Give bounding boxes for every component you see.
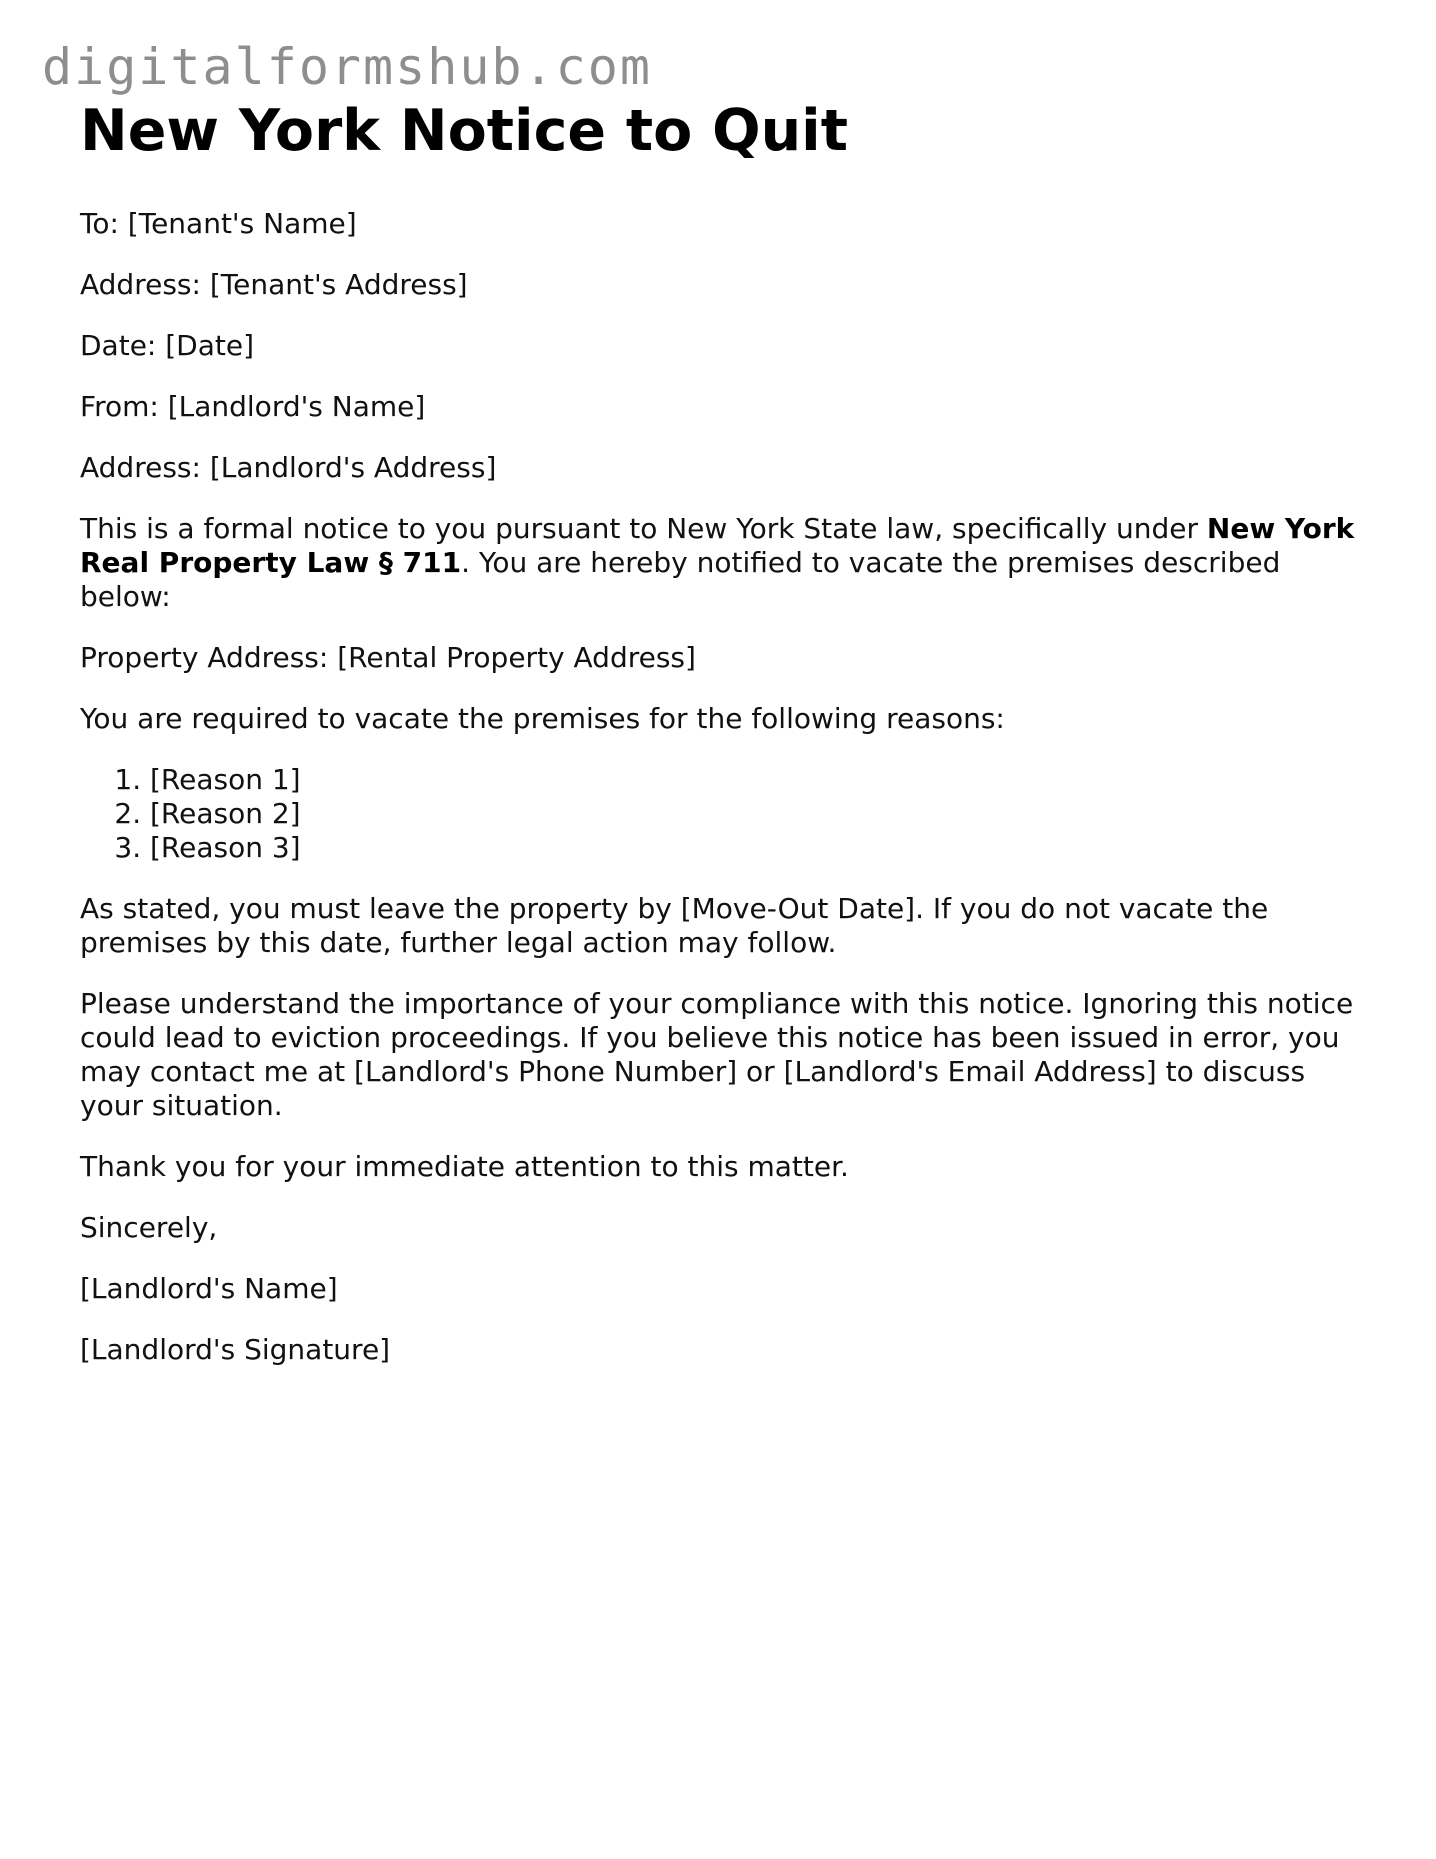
- law-citation: New York Real Property Law § 711: [80, 511, 1355, 579]
- list-item: 1. [Reason 1]: [150, 763, 1370, 797]
- thanks-line: Thank you for your immediate attention to this matter.: [80, 1149, 849, 1183]
- intro-text-before: This is a formal notice to you pursuant to New York State law, specifically under: [80, 511, 1207, 545]
- notice-document: [80, 100, 1370, 1394]
- list-item: 2. [Reason 2]: [150, 797, 1370, 831]
- intro-paragraph: [80, 512, 1370, 614]
- reasons-list: [80, 763, 1370, 865]
- landlord-name-line: [Landlord's Name]: [80, 1271, 338, 1305]
- closing-line: Sincerely,: [80, 1210, 218, 1244]
- recipient-line: To: [Tenant's Name]: [80, 206, 357, 240]
- sender-line: From: [Landlord's Name]: [80, 389, 426, 423]
- reasons-intro: You are required to vacate the premises for the following reasons:: [80, 701, 1005, 735]
- intro-text-after: . You are hereby notified to vacate the premises described below:: [80, 545, 1281, 613]
- site-watermark: digitalformshub.com: [42, 38, 652, 96]
- move-out-paragraph: As stated, you must leave the property by [Move-Out Date]. If you do not vacate the premises by this date, further legal action may follow.: [80, 891, 1269, 959]
- tenant-address-line: Address: [Tenant's Address]: [80, 267, 468, 301]
- landlord-signature-line: [Landlord's Signature]: [80, 1332, 391, 1366]
- document-title: New York Notice to Quit: [80, 98, 848, 164]
- property-address-line: Property Address: [Rental Property Address]: [80, 640, 696, 674]
- landlord-address-line: Address: [Landlord's Address]: [80, 450, 497, 484]
- compliance-paragraph: Please understand the importance of your compliance with this notice. Ignoring this notice could lead to eviction proceedings. If you believe this notice has been issued in error, you may contact me at [Landlord's Phone Number] or [Landlord's Email Address] to discuss your situation.: [80, 986, 1354, 1122]
- date-line: Date: [Date]: [80, 328, 255, 362]
- list-item: 3. [Reason 3]: [150, 831, 1370, 865]
